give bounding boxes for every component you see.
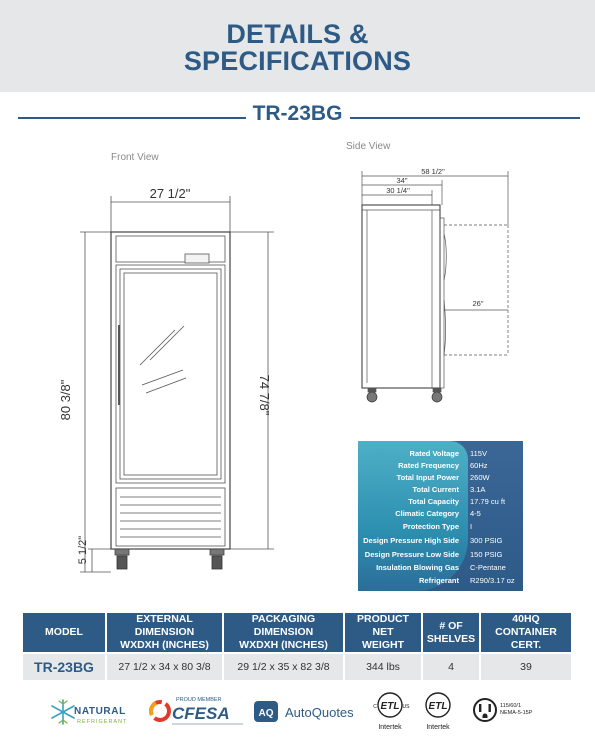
autoquotes-logo <box>254 701 354 722</box>
spec-label: Design Pressure High Side <box>363 536 459 545</box>
spec-label: Total Current <box>412 485 459 494</box>
spec-value: 115V <box>470 449 487 458</box>
front-base-dim: 5 1/2" <box>77 535 89 565</box>
side-door-dim: 26" <box>472 299 484 308</box>
td-net-weight: 344 lbs <box>344 653 422 680</box>
etl-logo-2 <box>426 693 450 731</box>
side-depth-dim: 34" <box>396 176 408 185</box>
spec-label: Protection Type <box>402 522 459 531</box>
spec-label: Climatic Category <box>395 509 459 518</box>
spec-row-climatic-category <box>358 509 523 521</box>
front-view-label: Front View <box>111 152 159 163</box>
spec-row-total-capacity <box>358 497 523 509</box>
cfesa-logo <box>151 697 243 724</box>
etl-mark-1: ETL <box>380 701 400 712</box>
spec-label: Design Pressure Low Side <box>364 550 459 559</box>
spec-value: 3.1A <box>470 485 486 494</box>
front-height-dim: 80 3/8" <box>58 379 73 421</box>
intertek-text-2: Intertek <box>426 724 450 731</box>
td-packaging-dimension: 29 1/2 x 35 x 82 3/8 <box>223 653 344 680</box>
th-net-weight: PRODUCT NET WEIGHT <box>344 613 422 653</box>
refrigerant-text: REFRIGERANT <box>77 719 128 725</box>
natural-refrigerant-logo <box>52 700 127 725</box>
etl-us-text: US <box>402 704 410 710</box>
spec-value: 60Hz <box>470 461 488 470</box>
side-depth-open-dim: 58 1/2" <box>421 167 445 176</box>
th-model: MODEL <box>23 613 106 653</box>
side-view-label: Side View <box>346 141 391 152</box>
spec-row-insulation-gas <box>358 563 523 575</box>
autoquotes-text: AutoQuotes <box>285 705 354 720</box>
th-shelves: # OF SHELVES <box>422 613 480 653</box>
natural-text: NATURAL <box>74 706 126 717</box>
model-title: TR-23BG <box>252 102 343 125</box>
header-line-2: SPECIFICATIONS <box>183 46 412 76</box>
th-container: 40HQ CONTAINER CERT. <box>480 613 571 653</box>
spec-value: 4-5 <box>470 509 481 518</box>
spec-value: R290/3.17 oz <box>470 576 515 585</box>
side-body-depth-dim: 30 1/4" <box>386 186 410 195</box>
spec-row-rated-voltage <box>358 449 523 461</box>
spec-row-rated-frequency <box>358 461 523 473</box>
spec-table <box>23 613 571 680</box>
spec-row-refrigerant <box>358 576 523 588</box>
etl-c-text: C <box>373 704 377 710</box>
front-inner-height-dim: 74 7/8" <box>257 374 272 416</box>
spec-label: Total Capacity <box>408 497 459 506</box>
td-model: TR-23BG <box>23 653 106 680</box>
spec-value: 260W <box>470 473 490 482</box>
header-line-1: DETAILS & <box>226 19 369 49</box>
logos-row <box>0 688 595 738</box>
etl-logo-1 <box>373 693 410 731</box>
spec-value: 150 PSIG <box>470 550 503 559</box>
spec-value: C-Pentane <box>470 563 506 572</box>
th-external-dimension: EXTERNAL DIMENSION WXDXH (INCHES) <box>106 613 223 653</box>
spec-row-total-input-power <box>358 473 523 485</box>
plug-spec-line-1: 115/60/1 <box>500 703 522 709</box>
spec-label: Refrigerant <box>418 576 459 585</box>
table-header-row <box>23 613 571 653</box>
spec-row-total-current <box>358 485 523 497</box>
spec-row-design-pressure-high <box>358 536 523 548</box>
cfesa-text: CFESA <box>172 704 230 723</box>
table-row <box>23 653 571 680</box>
spec-value: 17.79 cu ft <box>470 497 506 506</box>
spec-value: 300 PSIG <box>470 536 503 545</box>
front-width-dim: 27 1/2" <box>149 186 191 201</box>
spec-label: Insulation Blowing Gas <box>376 563 459 572</box>
etl-mark-2: ETL <box>428 701 448 712</box>
th-packaging-dimension: PACKAGING DIMENSION WXDXH (INCHES) <box>223 613 344 653</box>
td-external-dimension: 27 1/2 x 34 x 80 3/8 <box>106 653 223 680</box>
aq-text: AQ <box>258 708 274 719</box>
spec-row-design-pressure-low <box>358 550 523 562</box>
spec-value: I <box>470 522 473 531</box>
spec-label: Rated Voltage <box>409 449 459 458</box>
spec-label: Rated Frequency <box>398 461 459 470</box>
cfesa-proud-text: PROUD MEMBER <box>176 697 222 703</box>
spec-row-protection-type <box>358 522 523 534</box>
plug-spec-line-2: NEMA-5-15P <box>500 710 533 716</box>
nema-plug-icon <box>474 699 496 721</box>
td-shelves: 4 <box>422 653 480 680</box>
intertek-text-1: Intertek <box>378 724 402 731</box>
spec-label: Total Input Power <box>396 473 459 482</box>
td-container: 39 <box>480 653 571 680</box>
